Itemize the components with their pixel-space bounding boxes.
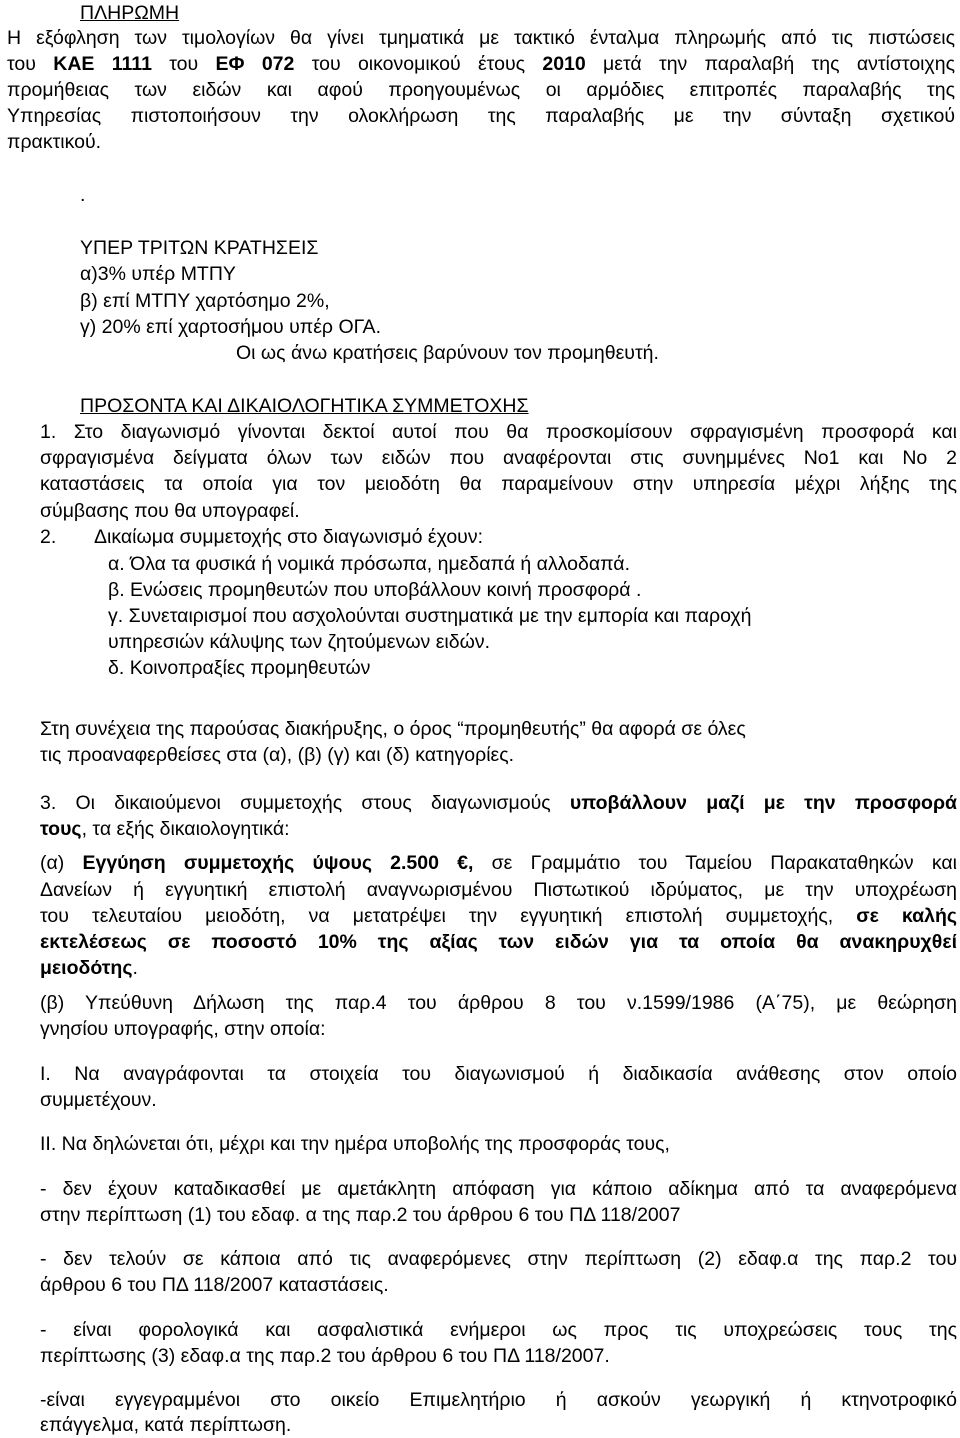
guarantee-line (40, 903, 957, 929)
bold-run: εκτελέσεως σε ποσοστό 10% της αξίας των ειδών για τα οποία θα ανακηρυχθεί (40, 931, 957, 953)
declaration-line: γνησίου υπογραφής, στην οποία: (40, 1018, 326, 1040)
declaration-item: Ι. Να αναγράφονται τα στοιχεία του διαγωνισμού ή διαδικασία ανάθεσης στον οποίο (40, 1063, 957, 1085)
text-run: του οικονομικού έτους (294, 53, 543, 75)
text-run: του (7, 53, 54, 75)
payment-heading: ΠΛΗΡΩΜΗ (80, 2, 180, 24)
declaration-bullet: επάγγελμα, κατά περίπτωση. (40, 1414, 292, 1436)
eligibility-item: α. Όλα τα φυσικά ή νομικά πρόσωπα, ημεδαπά ή αλλοδαπά. (108, 553, 630, 575)
declaration-bullet: - δεν έχουν καταδικασθεί με αμετάκλητη απόφαση για κάποιο αδίκημα από τα αναφερόμενα (40, 1178, 957, 1200)
declaration-line: (β) Υπεύθυνη Δήλωση της παρ.4 του άρθρου 8 του ν.1599/1986 (Α΄75), με θεώρηση (40, 992, 957, 1014)
eligibility-item: δ. Κοινοπραξίες προμηθευτών (108, 657, 371, 679)
declaration-item: ΙΙ. Να δηλώνεται ότι, μέχρι και την ημέρα υποβολής της προσφοράς τους, (40, 1133, 670, 1155)
text-run: . (132, 957, 138, 979)
qualifications-line: σφραγισμένα δείγματα όλων των ειδών που αναφέρονται στις συνημμένες Νο1 και Νο 2 (40, 447, 957, 469)
qualifications-line: καταστάσεις τα οποία για τον μειοδότη θα παραμείνουν στην υπηρεσία μέχρι λήξης της (40, 473, 957, 495)
eligibility-item: β. Ενώσεις προμηθευτών που υποβάλλουν κοινή προσφορά . (108, 579, 642, 601)
ef-code: ΕΦ 072 (215, 53, 295, 75)
deduction-item: β) επί ΜΤΠΥ χαρτόσημο 2%, (80, 290, 330, 312)
continuation-line: Στη συνέχεια της παρούσας διακήρυξης, ο όρος “προμηθευτής” θα αφορά σε όλες (40, 718, 746, 740)
bold-run: μειοδότης (40, 957, 133, 979)
text-run: 3. Οι δικαιούμενοι συμμετοχής στους διαγωνισμούς (40, 792, 570, 814)
deduction-item: α)3% υπέρ ΜΤΠΥ (80, 263, 236, 285)
eligibility-intro: Δικαίωμα συμμετοχής στο διαγωνισμό έχουν: (94, 526, 483, 548)
qualifications-line: σύμβασης που θα υπογραφεί. (40, 500, 300, 522)
declaration-bullet: - είναι φορολογικά και ασφαλιστικά ενήμεροι ως προς τις υποχρεώσεις τους της (40, 1319, 957, 1341)
separator-dot: . (80, 184, 86, 206)
bold-run: σε καλής (856, 905, 957, 927)
declaration-bullet: -είναι εγγεγραμμένοι στο οικείο Επιμελητήριο ή ασκούν γεωργική ή κτηνοτροφικό (40, 1389, 957, 1411)
declaration-bullet: άρθρου 6 του ΠΔ 118/2007 καταστάσεις. (40, 1274, 389, 1296)
item-number: 2. (40, 526, 57, 548)
deduction-item: γ) 20% επί χαρτοσήμου υπέρ ΟΓΑ. (80, 316, 381, 338)
declaration-item: συμμετέχουν. (40, 1089, 157, 1111)
guarantee-line: Δανείων ή εγγυητική επιστολή αναγνωρισμένου Πιστωτικού ιδρύματος, με την υποχρέωση (40, 879, 957, 901)
kae-code: ΚΑΕ 1111 (53, 53, 152, 75)
payment-line: πρακτικού. (7, 131, 102, 153)
declaration-bullet: στην περίπτωση (1) του εδαφ. α της παρ.2 του άρθρου 6 του ΠΔ 118/2007 (40, 1204, 681, 1226)
deductions-note: Οι ως άνω κρατήσεις βαρύνουν τον προμηθευτή. (236, 342, 659, 364)
payment-line: Υπηρεσίας πιστοποιήσουν την ολοκλήρωση της παραλαβής με την σύνταξη σχετικού (7, 105, 955, 127)
declaration-bullet: περίπτωσης (3) εδαφ.α της παρ.2 του άρθρου 6 του ΠΔ 118/2007. (40, 1345, 610, 1367)
payment-line (7, 51, 955, 77)
text-run: σε Γραμμάτιο του Ταμείου Παρακαταθηκών και (473, 852, 957, 874)
bold-run: τους (40, 818, 82, 840)
text-run: του τελευταίου μειοδότη, να μετατρέψει την εγγυητική επιστολή συμμετοχής, (40, 905, 857, 927)
deductions-heading: ΥΠΕΡ ΤΡΙΤΩΝ ΚΡΑΤΗΣΕΙΣ (80, 237, 319, 259)
qualifications-heading: ΠΡΟΣΟΝΤΑ ΚΑΙ ΔΙΚΑΙΟΛΟΓΗΤΙΚΑ ΣΥΜΜΕΤΟΧΗΣ (80, 395, 529, 417)
documents-intro (40, 790, 957, 816)
bold-run: υποβάλλουν μαζί με την προσφορά (569, 792, 957, 814)
payment-line: Η εξόφληση των τιμολογίων θα γίνει τμηματικά με τακτικό ένταλμα πληρωμής από τις πιστώσεις (7, 27, 955, 49)
eligibility-item: γ. Συνεταιρισμοί που ασχολούνται συστηματικά με την εμπορία και παροχή (108, 605, 752, 627)
guarantee-line (40, 955, 138, 981)
guarantee-line (40, 929, 957, 955)
text-run: (α) (40, 852, 83, 874)
text-run: μετά την παραλαβή της αντίστοιχης (585, 53, 955, 75)
eligibility-item: υπηρεσιών κάλυψης των ζητούμενων ειδών. (108, 631, 490, 653)
text-run: , τα εξής δικαιολογητικά: (81, 818, 290, 840)
documents-intro (40, 816, 290, 842)
payment-line: προμήθειας των ειδών και αφού προηγουμένως οι αρμόδιες επιτροπές παραλαβής της (7, 79, 955, 101)
continuation-line: τις προαναφερθείσες στα (α), (β) (γ) και (δ) κατηγορίες. (40, 744, 515, 766)
guarantee-line (40, 850, 957, 876)
declaration-bullet: - δεν τελούν σε κάποια από τις αναφερόμενες στην περίπτωση (2) εδαφ.α της παρ.2 του (40, 1248, 957, 1270)
fiscal-year: 2010 (542, 53, 586, 75)
text-run: του (151, 53, 216, 75)
qualifications-line: 1. Στο διαγωνισμό γίνονται δεκτοί αυτοί που θα προσκομίσουν σφραγισμένη προσφορά και (40, 421, 957, 443)
bold-run: Εγγύηση συμμετοχής ύψους 2.500 €, (82, 852, 474, 874)
